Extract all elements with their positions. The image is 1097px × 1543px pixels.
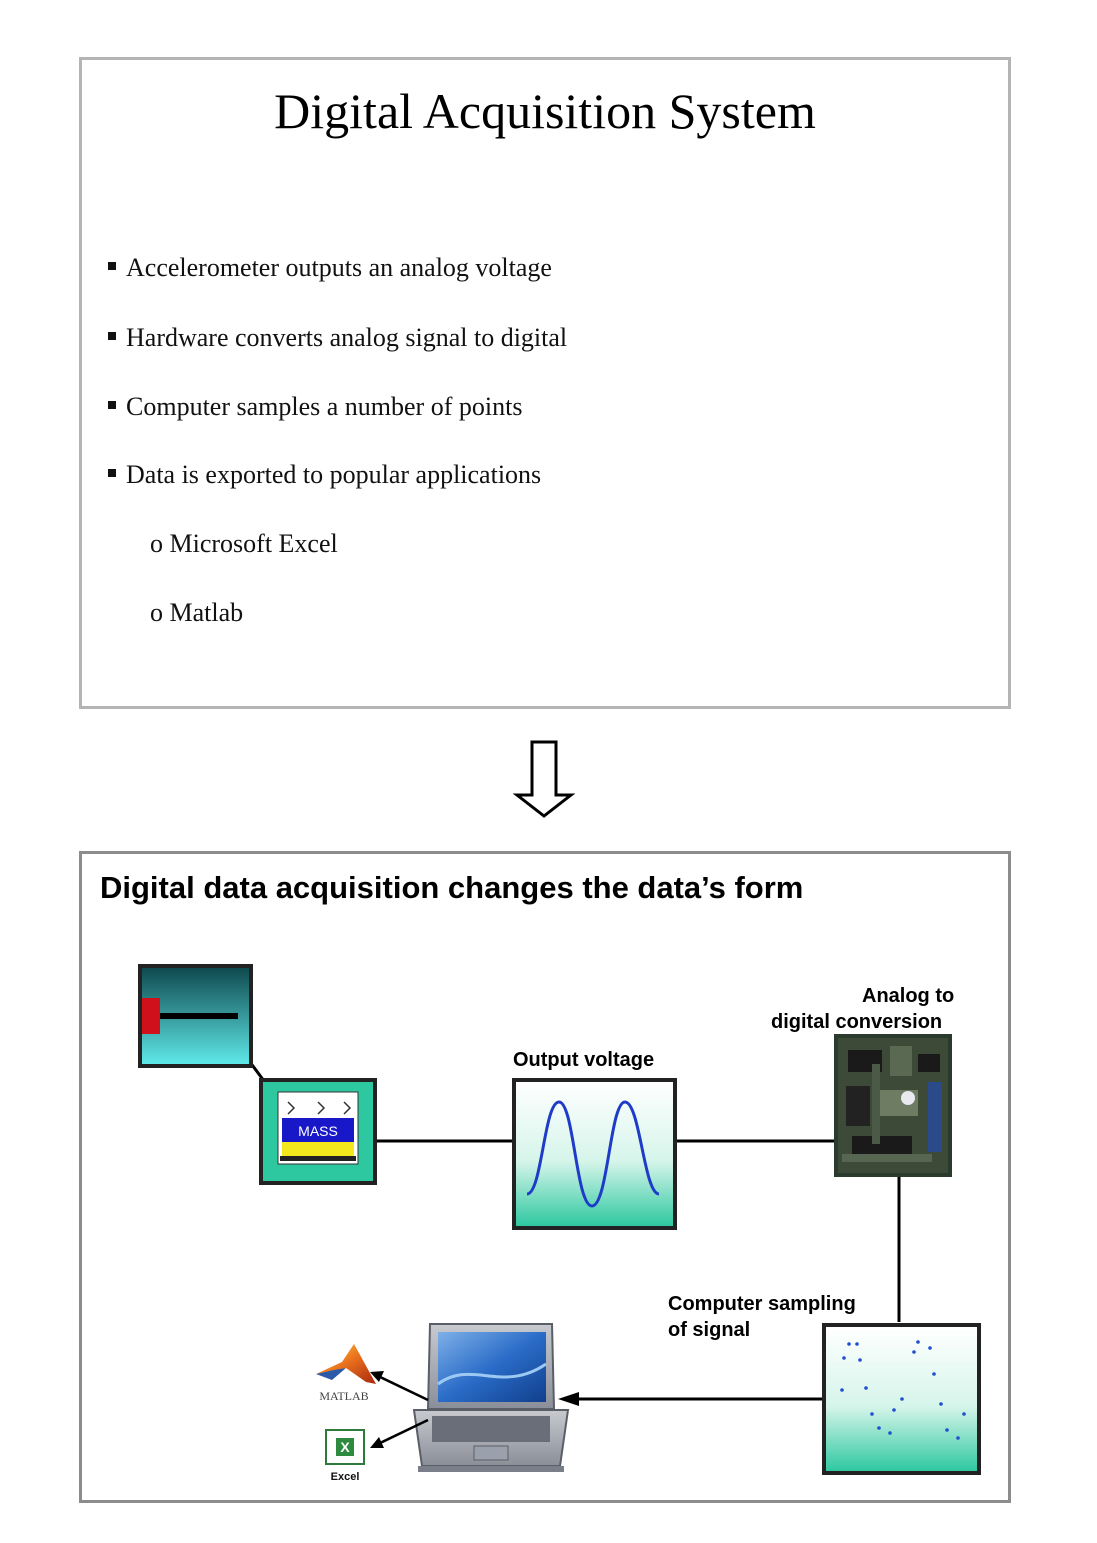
svg-text:X: X [340, 1439, 350, 1455]
sample-point [864, 1386, 868, 1390]
laptop-icon [414, 1324, 568, 1472]
bullet-item: Computer samples a number of points [108, 392, 522, 422]
bullet-square-icon [108, 332, 116, 340]
sample-point [842, 1356, 846, 1360]
matlab-label: MATLAB [319, 1389, 369, 1403]
sample-point [945, 1428, 949, 1432]
circuit-board-icon [834, 1034, 952, 1177]
output-voltage-label: Output voltage [513, 1049, 655, 1071]
bullet-square-icon [108, 401, 116, 409]
sample-point [847, 1342, 851, 1346]
sample-point [892, 1408, 896, 1412]
mass-label: MASS [298, 1123, 338, 1139]
diagram-canvas [82, 854, 1008, 1500]
sub-bullet-matlab: o Matlab [150, 598, 244, 627]
sampling-panel [822, 1323, 981, 1475]
output-voltage-panel [512, 1078, 677, 1230]
sample-point [928, 1346, 932, 1350]
sample-point [962, 1412, 966, 1416]
bullet-item: Data is exported to popular applications [108, 460, 541, 490]
accelerometer-icon [138, 964, 253, 1068]
adc-label-line2: digital conversion [771, 1011, 943, 1033]
sample-point [877, 1426, 881, 1430]
adc-label-line1: Analog to [862, 985, 955, 1007]
sampling-label-line2: of signal [668, 1319, 751, 1341]
sub-bullet-excel: o Microsoft Excel [150, 529, 338, 558]
sample-point [956, 1436, 960, 1440]
diagram-title: Digital data acquisition changes the data’s form [100, 870, 804, 905]
matlab-logo-icon [316, 1344, 376, 1403]
diagram-panel [79, 851, 1011, 1503]
bullet-square-icon [108, 469, 116, 477]
sample-point [916, 1340, 920, 1344]
sample-point [912, 1350, 916, 1354]
bullet-item: Hardware converts analog signal to digital [108, 323, 567, 353]
sample-point [858, 1358, 862, 1362]
down-arrow-icon [517, 742, 571, 816]
sample-point [888, 1431, 892, 1435]
mass-spring-icon [259, 1078, 377, 1185]
sample-point [932, 1372, 936, 1376]
sample-point [840, 1388, 844, 1392]
summary-panel [79, 57, 1011, 709]
excel-logo-icon [326, 1430, 364, 1483]
arrowhead-to-laptop-icon [558, 1392, 579, 1406]
bullet-square-icon [108, 262, 116, 270]
sample-point [939, 1402, 943, 1406]
page-title: Digital Acquisition System [274, 83, 816, 139]
bullet-item: Accelerometer outputs an analog voltage [108, 253, 552, 283]
excel-label: Excel [330, 1471, 360, 1483]
sample-point [855, 1342, 859, 1346]
sampling-label-line1: Computer sampling [668, 1293, 856, 1315]
sample-point [870, 1412, 874, 1416]
sample-point [900, 1397, 904, 1401]
